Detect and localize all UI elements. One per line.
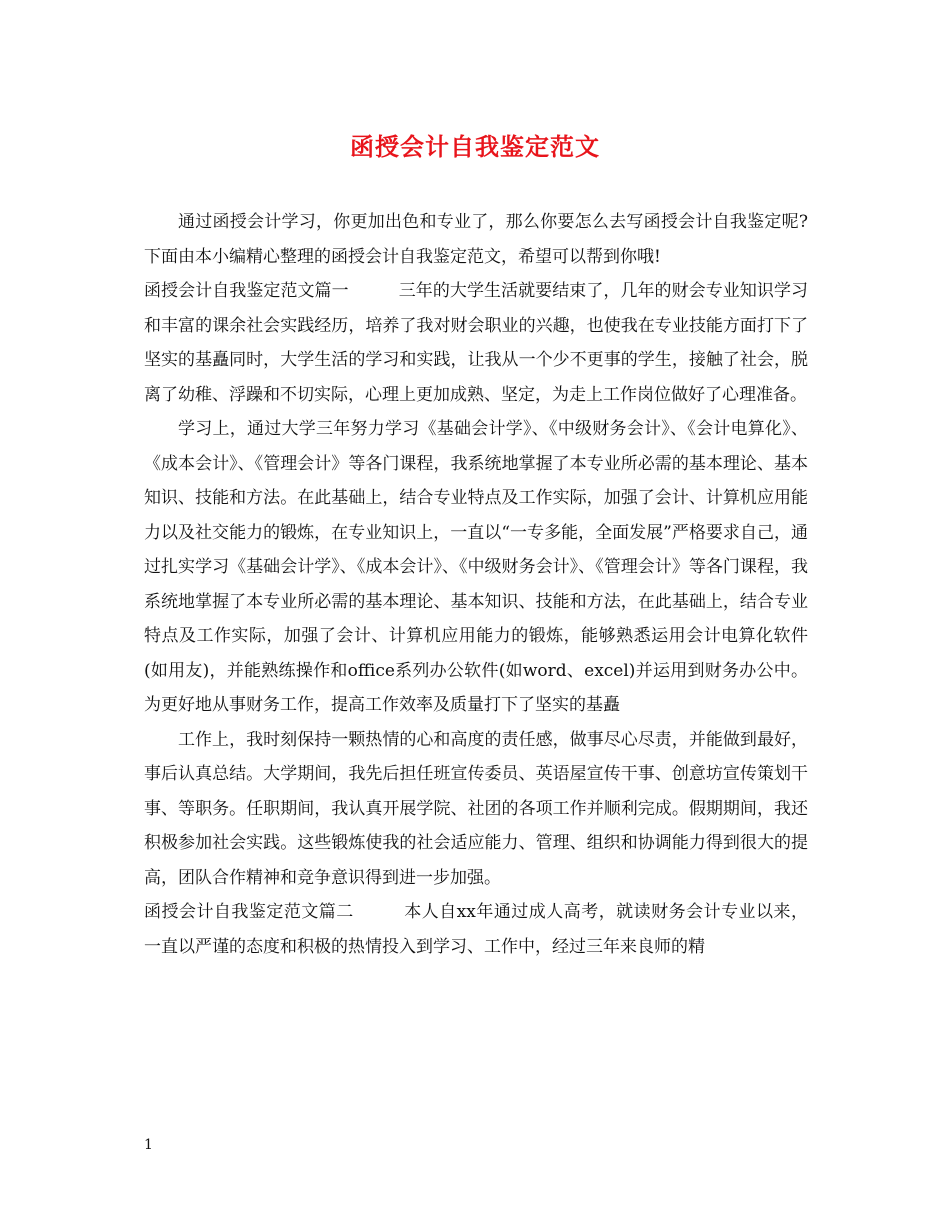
section-1-paragraph [144, 274, 808, 412]
section-2-paragraph [144, 895, 808, 964]
document-title: 函授会计自我鉴定范文 [350, 132, 600, 161]
section-2-text: 本人自xx年通过成人高考，就读财务会计专业以来，一直以严谨的态度和积极的热情投入到学习、工作中，经过三年来良师的精 [144, 902, 808, 957]
document-body [144, 205, 808, 964]
study-paragraph: 学习上，通过大学三年努力学习《基础会计学》、《中级财务会计》、《会计电算化》、《成本会计》、《管理会计》等各门课程，我系统地掌握了本专业所必需的基本理论、基本知识、技能和方法。在此基础上，结合专业特点及工作实际，加强了会计、计算机应用能力以及社交能力的锻炼，在专业知识上，一直以“一专多能，全面发展”严格要求自己，通过扎实学习《基础会计学》、《成本会计》、《中级财务会计》、《管理会计》等各门课程，我系统地掌握了本专业所必需的基本理论、基本知识、技能和方法，在此基础上，结合专业特点及工作实际，加强了会计、计算机应用能力的锻炼，能够熟悉运用会计电算化软件(如用友)，并能熟练操作和office系列办公软件(如word、excel)并运用到财务办公中。为更好地从事财务工作，提高工作效率及质量打下了坚实的基矗 [144, 419, 808, 715]
intro-paragraph: 通过函授会计学习，你更加出色和专业了，那么你要怎么去写函授会计自我鉴定呢?下面由本小编精心整理的函授会计自我鉴定范文，希望可以帮到你哦! [144, 212, 808, 267]
section-1-text: 三年的大学生活就要结束了，几年的财会专业知识学习和丰富的课余社会实践经历，培养了我对财会职业的兴趣，也使我在专业技能方面打下了坚实的基矗同时，大学生活的学习和实践，让我从一个少不更事的学生，接触了社会，脱离了幼稚、浮躁和不切实际，心理上更加成熟、坚定，为走上工作岗位做好了心理准备。 [144, 281, 809, 405]
work-paragraph: 工作上，我时刻保持一颗热情的心和高度的责任感，做事尽心尽责，并能做到最好，事后认真总结。大学期间，我先后担任班宣传委员、英语屋宣传干事、创意坊宣传策划干事、等职务。任职期间，我认真开展学院、社团的各项工作并顺利完成。假期期间，我还积极参加社会实践。这些锻炼使我的社会适应能力、管理、组织和协调能力得到很大的提高，团队合作精神和竞争意识得到进一步加强。 [144, 729, 808, 888]
section-2-heading: 函授会计自我鉴定范文篇二 [144, 902, 354, 922]
section-1-heading: 函授会计自我鉴定范文篇一 [144, 281, 349, 301]
page-number: 1 [144, 1137, 153, 1153]
